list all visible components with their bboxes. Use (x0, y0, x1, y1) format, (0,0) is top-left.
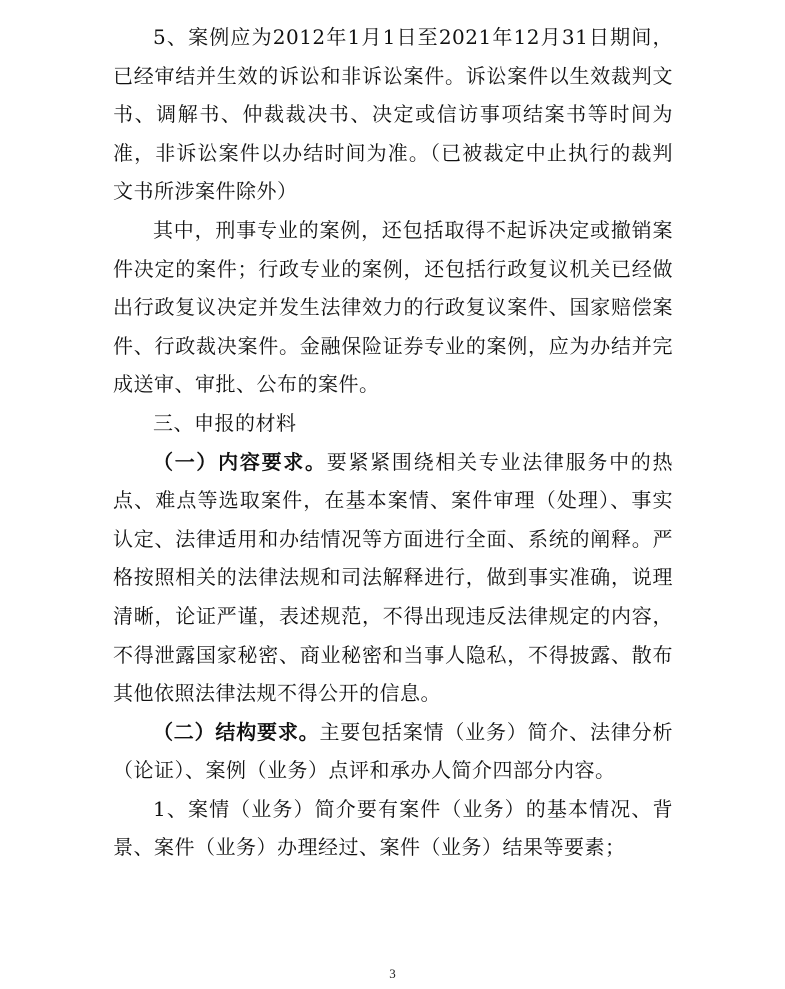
section-heading-materials (113, 404, 673, 443)
paragraph-text: 要紧紧围绕相关专业法律服务中的热点、难点等选取案件，在基本案情、案件审理（处理）、事实认定、法律适用和办结情况等方面进行全面、系统的阐释。严格按照相关的法律法规和司法解释进行，做到事实准确，说理清晰，论证严谨，表述规范，不得出现违反法律规定的内容，不得泄露国家秘密、商业秘密和当事人隐私，不得披露、散布其他依照法律法规不得公开的信息。 (113, 449, 674, 706)
paragraph-content-requirements (113, 443, 673, 713)
paragraph-special-cases (113, 211, 673, 404)
paragraph-lead: （一）内容要求。 (153, 449, 327, 474)
paragraph-case-period (113, 18, 673, 211)
paragraph-structure-requirements (113, 713, 673, 790)
section-heading-text: 三、申报的材料 (153, 410, 297, 435)
page-number: 3 (389, 966, 396, 981)
paragraph-case-summary (113, 790, 673, 867)
paragraph-text: 其中，刑事专业的案例，还包括取得不起诉决定或撤销案件决定的案件；行政专业的案例，还包括行政复议机关已经做出行政复议决定并发生法律效力的行政复议案件、国家赔偿案件、行政裁决案件。金融保险证券专业的案例，应为办结并完成送审、审批、公布的案件。 (113, 217, 673, 397)
paragraph-text: 主要包括案情（业务）简介、法律分析（论证）、案例（业务）点评和承办人简介四部分内容。 (113, 719, 673, 783)
paragraph-text: 5、案例应为2012年1月1日至2021年12月31日期间，已经审结并生效的诉讼和非诉讼案件。诉讼案件以生效裁判文书、调解书、仲裁裁决书、决定或信访事项结案书等时间为准，非诉讼案件以办结时间为准。（已被裁定中止执行的裁判文书所涉案件除外） (113, 25, 673, 204)
paragraph-text: 1、案情（业务）简介要有案件（业务）的基本情况、背景、案件（业务）办理经过、案件（业务）结果等要素； (113, 796, 673, 860)
paragraph-lead: （二）结构要求。 (153, 719, 320, 744)
document-body (113, 18, 673, 867)
